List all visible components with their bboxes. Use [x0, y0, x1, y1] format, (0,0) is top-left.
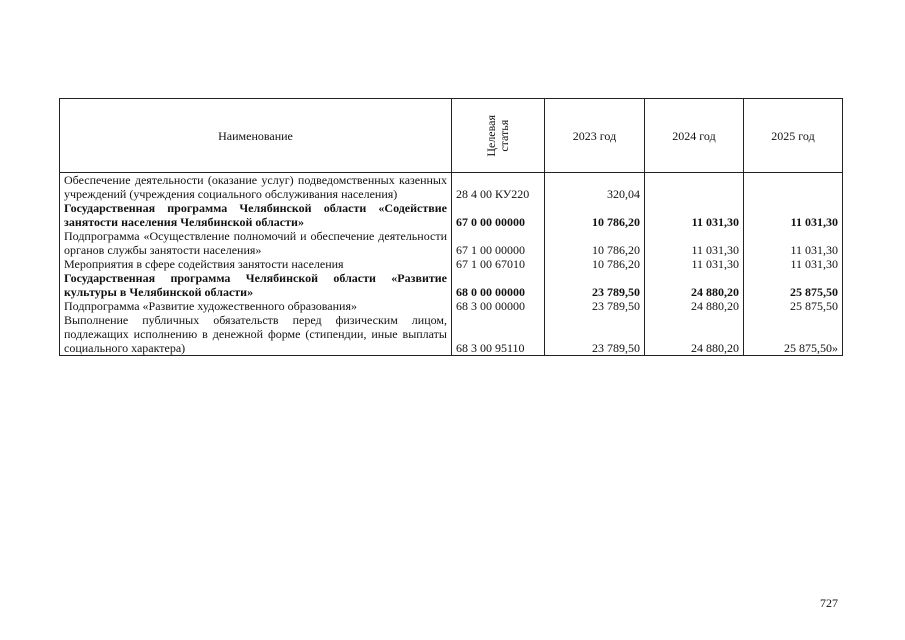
- table-row: [60, 271, 843, 299]
- row-2025: 11 031,30: [744, 229, 843, 257]
- header-code-cell: [452, 99, 545, 173]
- row-name: Мероприятия в сфере содействия занятости населения: [60, 257, 452, 271]
- row-2025: [744, 173, 843, 202]
- header-code: Целевая статья: [484, 114, 511, 157]
- row-2025: 25 875,50»: [744, 313, 843, 356]
- row-2024: 24 880,20: [645, 299, 744, 313]
- row-2023: 10 786,20: [545, 229, 645, 257]
- row-code: 68 3 00 00000: [452, 299, 545, 313]
- header-2023: 2023 год: [545, 99, 645, 173]
- row-2024: 24 880,20: [645, 271, 744, 299]
- row-2023: 10 786,20: [545, 201, 645, 229]
- row-name: Выполнение публичных обязательств перед физическим лицом, подлежащих исполнению в денежной форме (стипендии, иные выплаты социального характера): [60, 313, 452, 356]
- row-2023: 23 789,50: [545, 271, 645, 299]
- row-2023: 320,04: [545, 173, 645, 202]
- row-name: Подпрограмма «Развитие художественного образования»: [60, 299, 452, 313]
- header-2025: 2025 год: [744, 99, 843, 173]
- table-row: [60, 173, 843, 202]
- row-2024: 24 880,20: [645, 313, 744, 356]
- header-name: Наименование: [60, 99, 452, 173]
- row-2025: 25 875,50: [744, 299, 843, 313]
- row-2024: 11 031,30: [645, 229, 744, 257]
- row-name: Государственная программа Челябинской области «Содействие занятости населения Челябинской области»: [60, 201, 452, 229]
- table-row: [60, 257, 843, 271]
- row-code: 28 4 00 КУ220: [452, 173, 545, 202]
- row-code: 67 1 00 00000: [452, 229, 545, 257]
- row-2025: 25 875,50: [744, 271, 843, 299]
- row-code: 68 3 00 95110: [452, 313, 545, 356]
- row-2023: 10 786,20: [545, 257, 645, 271]
- row-2025: 11 031,30: [744, 257, 843, 271]
- row-2025: 11 031,30: [744, 201, 843, 229]
- row-2023: 23 789,50: [545, 313, 645, 356]
- table-row: [60, 229, 843, 257]
- row-2024: 11 031,30: [645, 201, 744, 229]
- row-name: Государственная программа Челябинской области «Развитие культуры в Челябинской области»: [60, 271, 452, 299]
- row-2024: [645, 173, 744, 202]
- row-code: 68 0 00 00000: [452, 271, 545, 299]
- table-row: [60, 201, 843, 229]
- table-row: [60, 313, 843, 356]
- page-number: 727: [820, 596, 838, 610]
- table-row: [60, 299, 843, 313]
- row-name: Подпрограмма «Осуществление полномочий и обеспечение деятельности органов службы занятости населения»: [60, 229, 452, 257]
- table-header-row: [60, 99, 843, 173]
- row-code: 67 0 00 00000: [452, 201, 545, 229]
- row-code: 67 1 00 67010: [452, 257, 545, 271]
- row-2024: 11 031,30: [645, 257, 744, 271]
- header-2024: 2024 год: [645, 99, 744, 173]
- row-2023: 23 789,50: [545, 299, 645, 313]
- row-name: Обеспечение деятельности (оказание услуг) подведомственных казенных учреждений (учреждения социального обслуживания населения): [60, 173, 452, 202]
- budget-table: [59, 98, 843, 356]
